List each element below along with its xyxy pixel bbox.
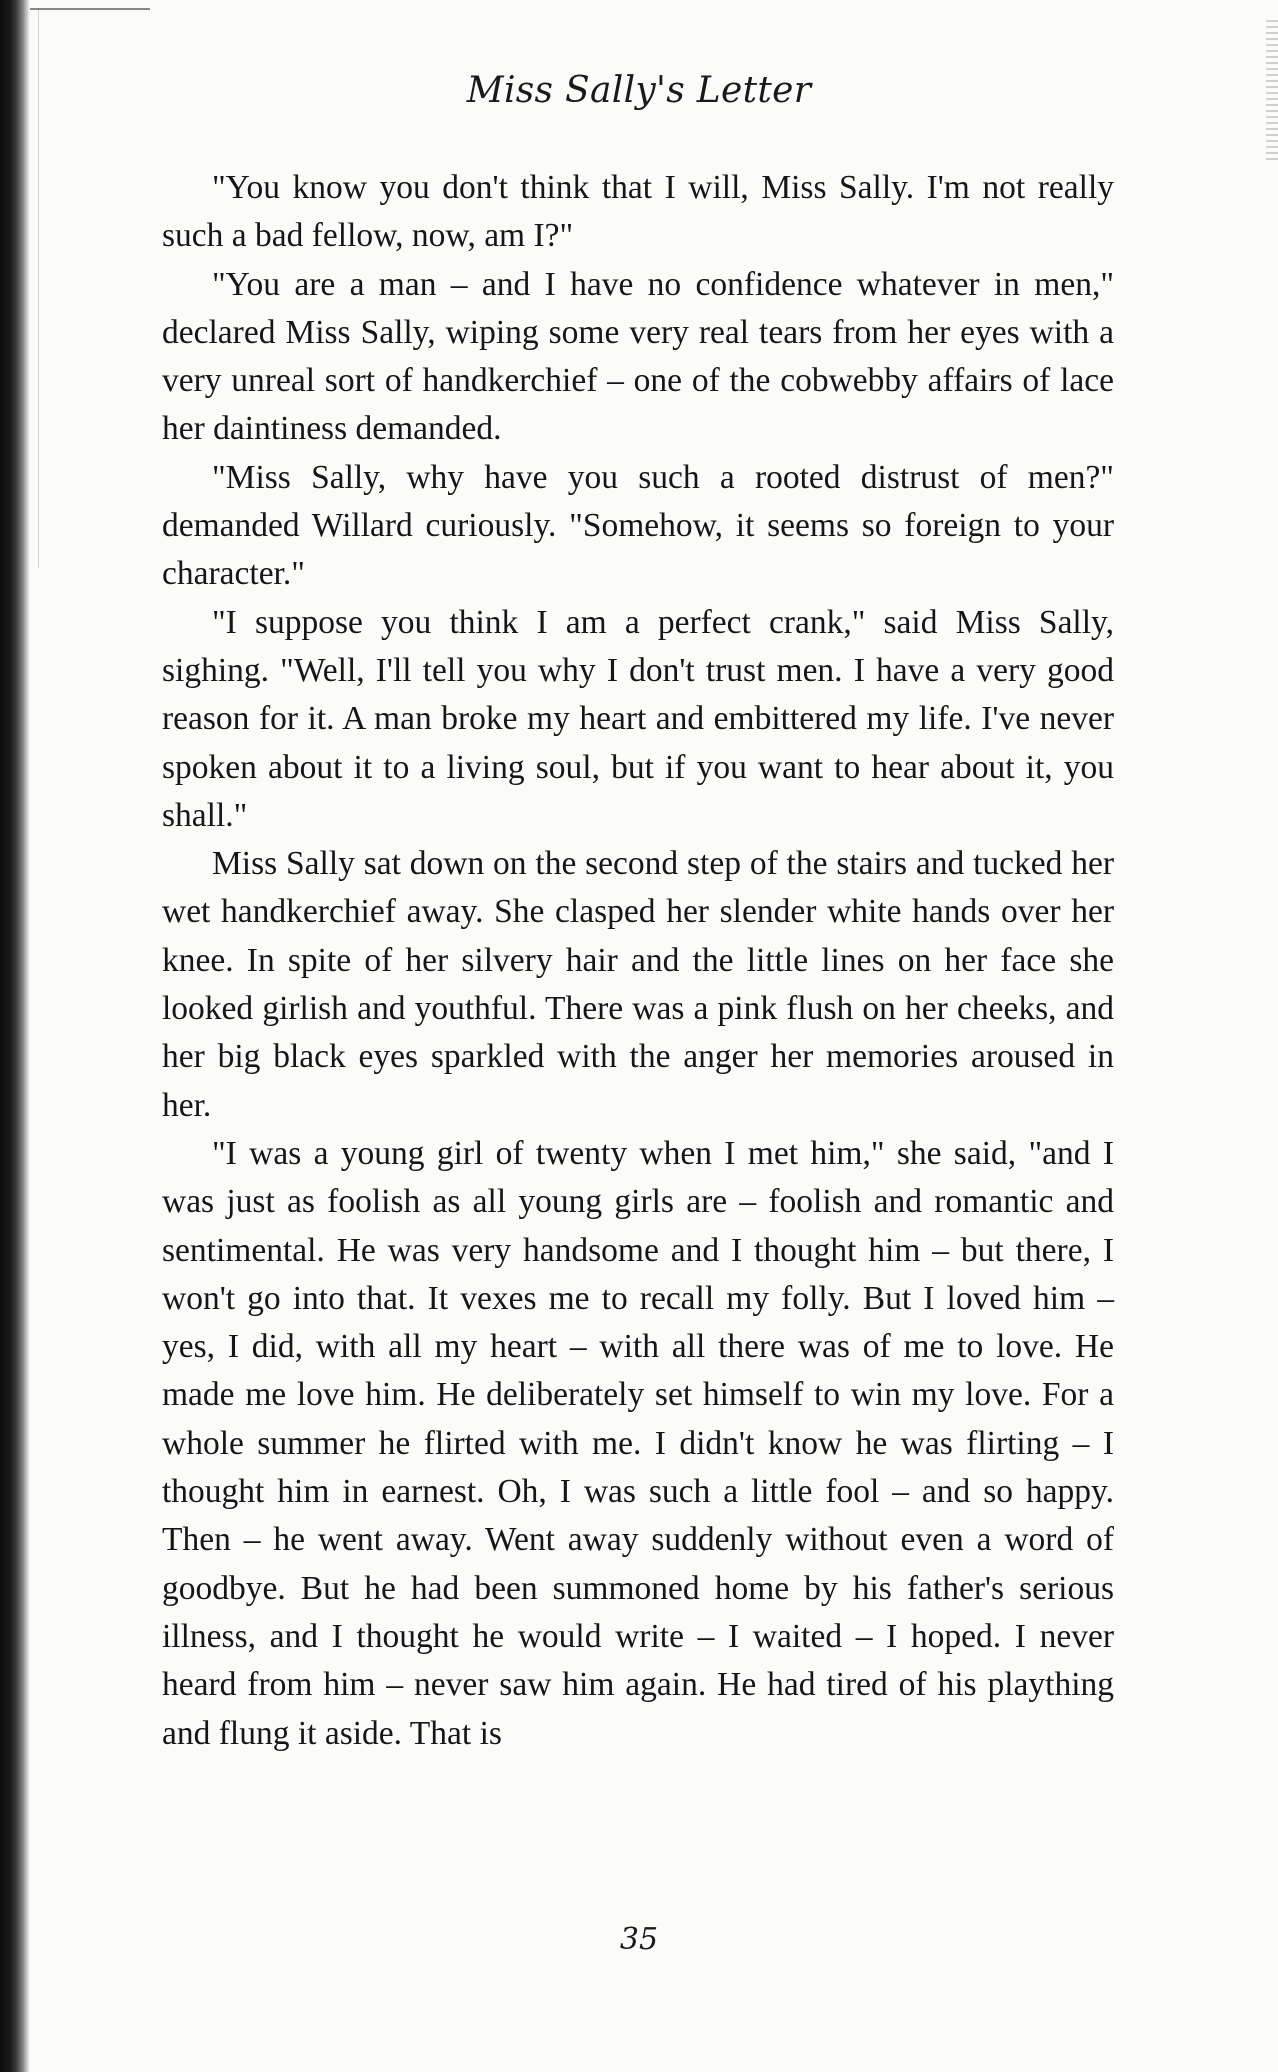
binding-shadow — [0, 0, 30, 2072]
paragraph: "You know you don't think that I will, Miss Sally. I'm not really such a bad fellow, now, am I?" — [162, 169, 1114, 255]
paragraph: "Miss Sally, why have you such a rooted distrust of men?" demanded Willard curiously. "Somehow, it seems so foreign to your character." — [162, 458, 1114, 593]
paragraph: "You are a man – and I have no confidence whatever in men," declared Miss Sally, wiping some very real tears from her eyes with a very unreal sort of handkerchief – one of the cobwebby affairs of lace her daintiness demanded. — [162, 265, 1114, 448]
paragraph: "I suppose you think I am a perfect crank," said Miss Sally, sighing. "Well, I'll tell you why I don't trust men. I have a very good reason for it. A man broke my heart and embittered my life. I've never spoken about it to a living soul, but if you want to hear about it, you shall." — [162, 603, 1114, 834]
paragraph: Miss Sally sat down on the second step of the stairs and tucked her wet handkerchief away. She clasped her slender white hands over her knee. In spite of her silvery hair and the little lines on her face she looked girlish and youthful. There was a pink flush on her cheeks, and her big black eyes sparkled with the anger her memories aroused in her. — [162, 845, 1114, 1124]
scan-mark — [30, 8, 150, 10]
running-head: Miss Sally's Letter — [466, 70, 812, 111]
body-text — [162, 164, 1114, 1758]
paragraph: "I was a young girl of twenty when I met him," she said, "and I was just as foolish as all young girls are – foolish and romantic and sentimental. He was very handsome and I thought him – but there, I won't go into that. It vexes me to recall my folly. But I loved him – yes, I did, with all my heart – with all there was of me to love. He made me love him. He deliberately set himself to win my love. For a whole summer he flirted with me. I didn't know he was flirting – I thought him in earnest. Oh, I was such a little fool – and so happy. Then – he went away. Went away suddenly without even a word of goodbye. But he had been summoned home by his father's serious illness, and I thought he would write – I waited – I hoped. I never heard from him – never saw him again. He had tired of his plaything and flung it aside. That is — [162, 1134, 1114, 1752]
page-number: 35 — [619, 1922, 659, 1957]
